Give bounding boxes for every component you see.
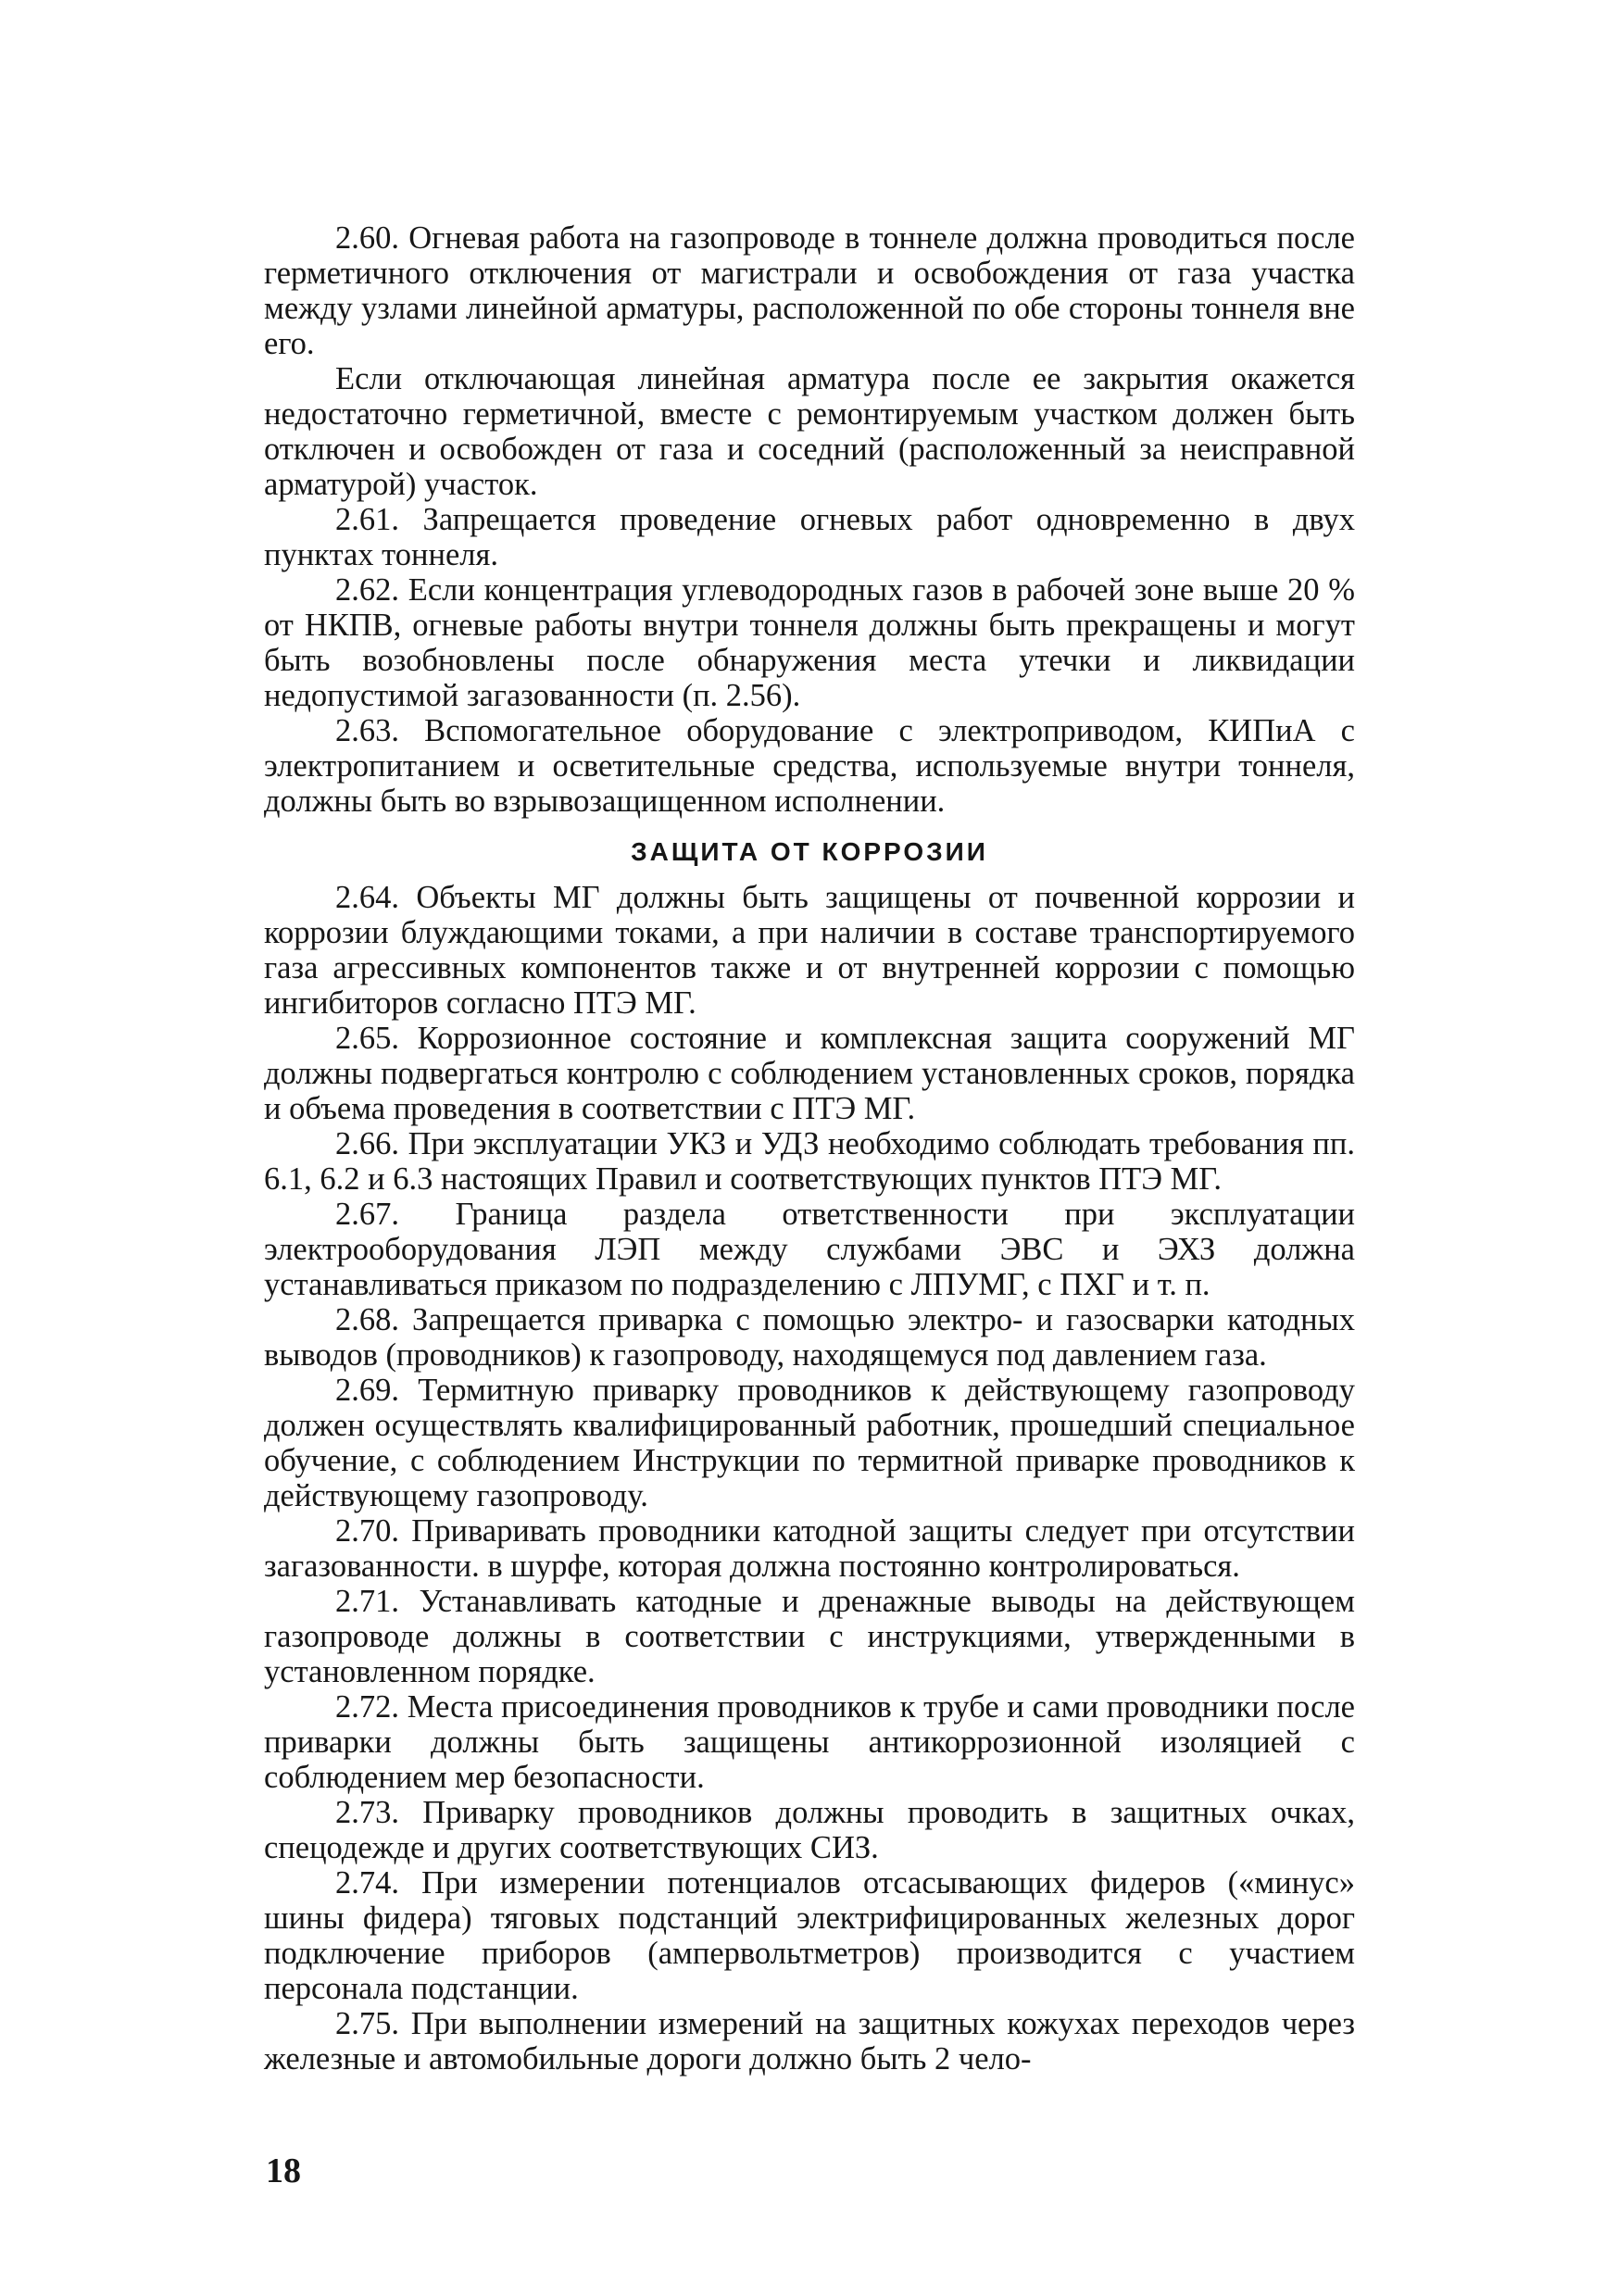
paragraph-2-68: 2.68. Запрещается приварка с помощью электро- и газосварки катодных выводов (проводников) к газопроводу, находящемуся под давлением газа.: [264, 1302, 1355, 1373]
paragraph-2-74: 2.74. При измерении потенциалов отсасывающих фидеров («минус» шины фидера) тяговых подстанций электрифицированных железных дорог подключение приборов (ампервольтметров) производится с участием персонала подстанции.: [264, 1865, 1355, 2006]
paragraph-2-70: 2.70. Приваривать проводники катодной защиты следует при отсутствии загазованности. в шурфе, которая должна постоянно контролироваться.: [264, 1513, 1355, 1584]
paragraph-2-63: 2.63. Вспомогательное оборудование с электроприводом, КИПиА с электропитанием и осветительные средства, используемые внутри тоннеля, должны быть во взрывозащищенном исполнении.: [264, 713, 1355, 819]
paragraph-2-65: 2.65. Коррозионное состояние и комплексная защита сооружений МГ должны подвергаться контролю с соблюдением установленных сроков, порядка и объема проведения в соответствии с ПТЭ МГ.: [264, 1021, 1355, 1126]
paragraph-2-75: 2.75. При выполнении измерений на защитных кожухах переходов через железные и автомобильные дороги должно быть 2 чело-: [264, 2006, 1355, 2076]
paragraph-2-72: 2.72. Места присоединения проводников к трубе и сами проводники после приварки должны быть защищены антикоррозионной изоляцией с соблюдением мер безопасности.: [264, 1689, 1355, 1795]
paragraph-2-69: 2.69. Термитную приварку проводников к действующему газопроводу должен осуществлять квалифицированный работник, прошедший специальное обучение, с соблюдением Инструкции по термитной приварке проводников к действующему газопроводу.: [264, 1373, 1355, 1513]
paragraph-2-64: 2.64. Объекты МГ должны быть защищены от почвенной коррозии и коррозии блуждающими токами, а при наличии в составе транспортируемого газа агрессивных компонентов также и от внутренней коррозии с помощью ингибиторов согласно ПТЭ МГ.: [264, 880, 1355, 1021]
paragraph-2-71: 2.71. Устанавливать катодные и дренажные выводы на действующем газопроводе должны в соответствии с инструкциями, утвержденными в установленном порядке.: [264, 1584, 1355, 1689]
paragraph-2-67: 2.67. Граница раздела ответственности при эксплуатации электрооборудования ЛЭП между службами ЭВС и ЭХЗ должна устанавливаться приказом по подразделению с ЛПУМГ, с ПХГ и т. п.: [264, 1197, 1355, 1302]
paragraph-2-60-continued: Если отключающая линейная арматура после ее закрытия окажется недостаточно герметичной, вместе с ремонтируемым участком должен быть отключен и освобожден от газа и соседний (расположенный за неисправной арматурой) участок.: [264, 361, 1355, 502]
paragraph-2-66: 2.66. При эксплуатации УКЗ и УДЗ необходимо соблюдать требования пп. 6.1, 6.2 и 6.3 настоящих Правил и соответствующих пунктов ПТЭ МГ.: [264, 1126, 1355, 1197]
paragraph-2-61: 2.61. Запрещается проведение огневых работ одновременно в двух пунктах тоннеля.: [264, 502, 1355, 572]
page-body: [264, 220, 1355, 2076]
paragraph-2-60: 2.60. Огневая работа на газопроводе в тоннеле должна проводиться после герметичного отключения от магистрали и освобождения от газа участка между узлами линейной арматуры, расположенной по обе стороны тоннеля вне его.: [264, 220, 1355, 361]
page-number: 18: [266, 2152, 301, 2190]
section-heading: ЗАЩИТА ОТ КОРРОЗИИ: [631, 837, 988, 866]
paragraph-2-73: 2.73. Приварку проводников должны проводить в защитных очках, спецодежде и других соответствующих СИЗ.: [264, 1795, 1355, 1865]
paragraph-2-62: 2.62. Если концентрация углеводородных газов в рабочей зоне выше 20 % от НКПВ, огневые работы внутри тоннеля должны быть прекращены и могут быть возобновлены после обнаружения места утечки и ликвидации недопустимой загазованности (п. 2.56).: [264, 572, 1355, 713]
